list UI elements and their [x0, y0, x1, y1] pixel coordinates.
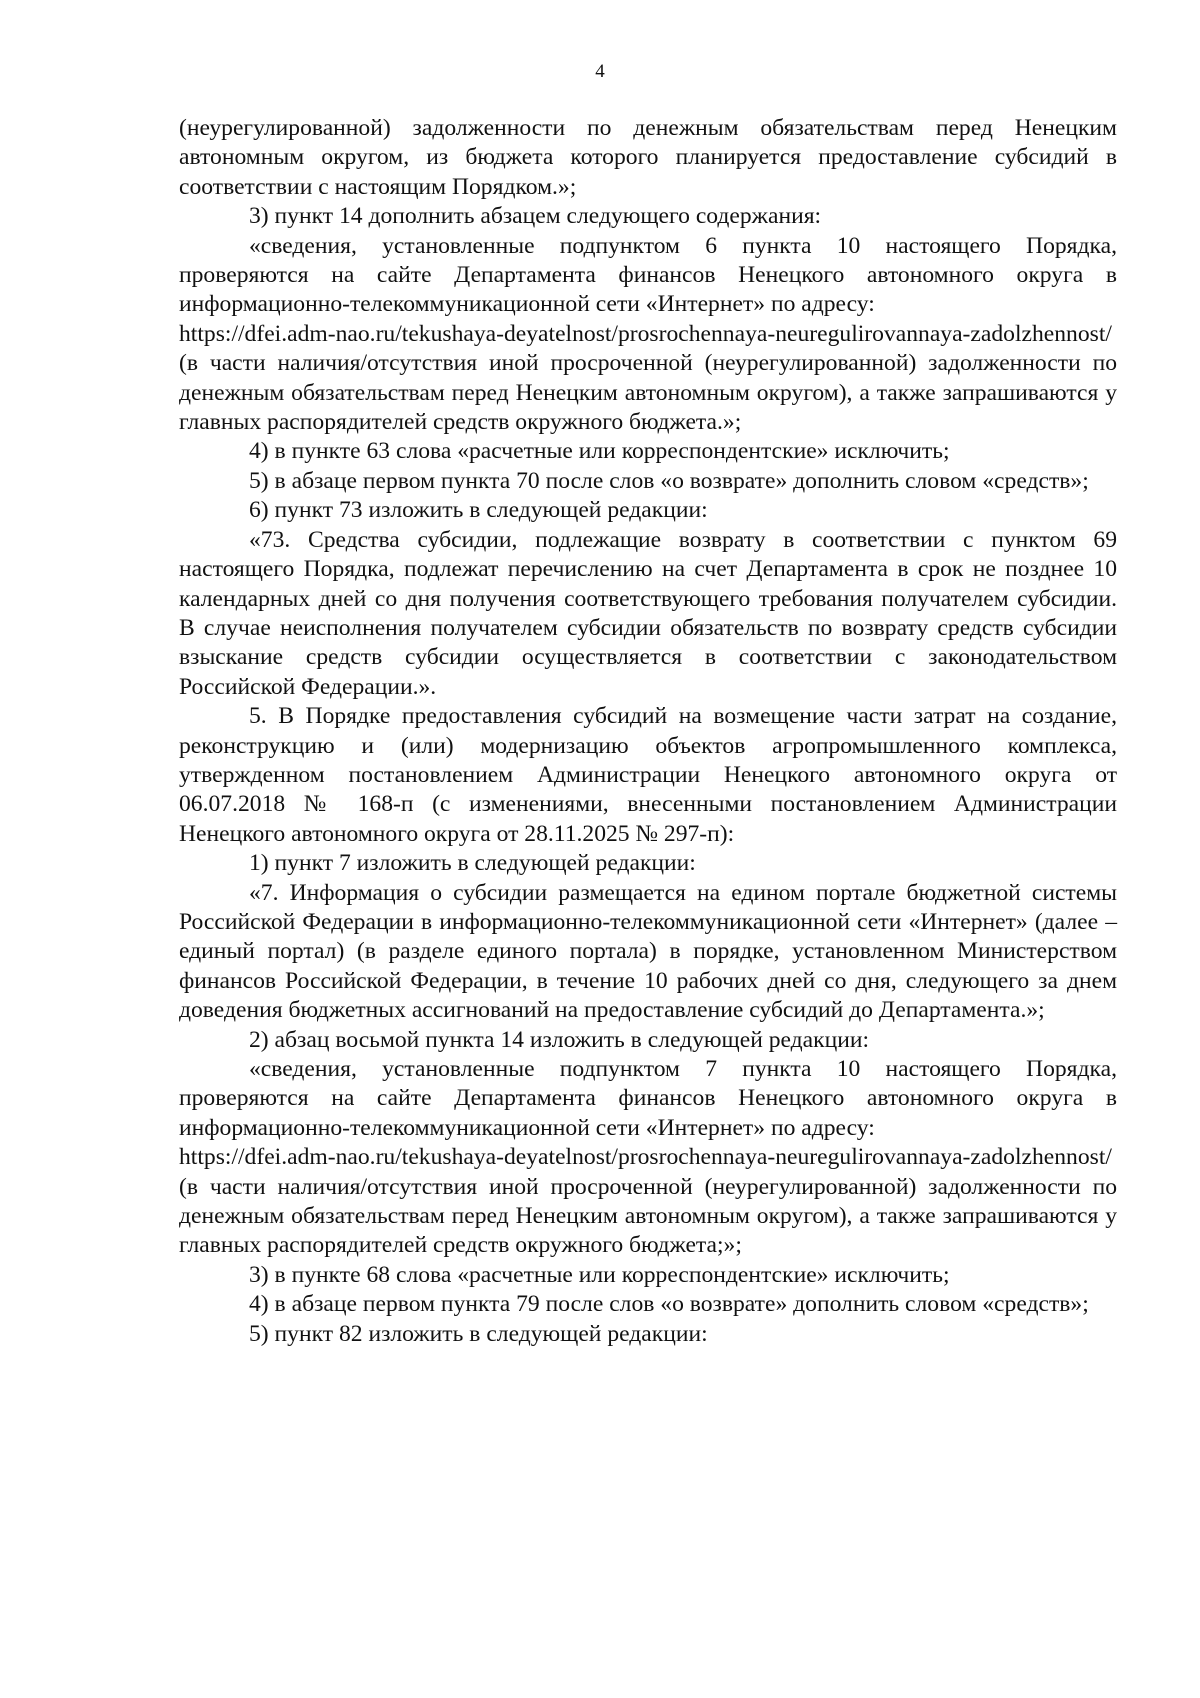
url-line: https://dfei.adm-nao.ru/tekushaya-deyatelnost/prosrochennaya-neuregulirovannaya-zadolzhennost/	[179, 1144, 1112, 1171]
paragraph: 2) абзац восьмой пункта 14 изложить в следующей редакции:	[249, 1026, 870, 1053]
paragraph: 3) пункт 14 дополнить абзацем следующего содержания:	[249, 203, 822, 230]
paragraph: 3) в пункте 68 слова «расчетные или корреспондентские» исключить;	[249, 1261, 950, 1288]
paragraph: 6) пункт 73 изложить в следующей редакции:	[249, 497, 708, 524]
paragraph: (в части наличия/отсутствия иной просроченной (неурегулированной) задолженности по денежным обязательствам перед Ненецким автономным округом), а также запрашиваются у главных распорядителей средств окружного бюджета.»;	[179, 350, 1117, 436]
url-line: https://dfei.adm-nao.ru/tekushaya-deyatelnost/prosrochennaya-neuregulirovannaya-zadolzhennost/	[179, 320, 1112, 347]
paragraph: 1) пункт 7 изложить в следующей редакции:	[249, 850, 696, 877]
document-body	[179, 114, 1117, 1349]
paragraph: 5. В Порядке предоставления субсидий на возмещение части затрат на создание, реконструкцию и (или) модернизацию объектов агропромышленного комплекса, утвержденном постановлением Администрации Ненецкого автономного округа от 06.07.2018 № 168-п (с изменениями, внесенными постановлением Администрации Ненецкого автономного округа от 28.11.2025 № 297-п):	[179, 703, 1117, 847]
paragraph: 5) пункт 82 изложить в следующей редакции:	[249, 1320, 708, 1347]
paragraph: 5) в абзаце первом пункта 70 после слов «о возврате» дополнить словом «средств»;	[249, 467, 1089, 494]
paragraph: «сведения, установленные подпунктом 7 пункта 10 настоящего Порядка, проверяются на сайте Департамента финансов Ненецкого автономного округа в информационно-телекоммуникационной сети «Интернет» по адресу:	[179, 1056, 1117, 1141]
paragraph: (неурегулированной) задолженности по денежным обязательствам перед Ненецким автономным округом, из бюджета которого планируется предоставление субсидий в соответствии с настоящим Порядком.»;	[179, 115, 1117, 200]
page-number: 4	[595, 61, 605, 82]
paragraph: 4) в пункте 63 слова «расчетные или корреспондентские» исключить;	[249, 438, 950, 465]
paragraph: (в части наличия/отсутствия иной просроченной (неурегулированной) задолженности по денежным обязательствам перед Ненецким автономным округом), а также запрашиваются у главных распорядителей средств окружного бюджета;»;	[179, 1173, 1117, 1259]
paragraph: «сведения, установленные подпунктом 6 пункта 10 настоящего Порядка, проверяются на сайте Департамента финансов Ненецкого автономного округа в информационно-телекоммуникационной сети «Интернет» по адресу:	[179, 232, 1117, 318]
paragraph: «73. Средства субсидии, подлежащие возврату в соответствии с пунктом 69 настоящего Порядка, подлежат перечислению на счет Департамента в срок не позднее 10 календарных дней со дня получения соответствующего требования получателем субсидии. В случае неисполнения получателем субсидии обязательств по возврату средств субсидии взыскание средств субсидии осуществляется в соответствии с законодательством Российской Федерации.».	[179, 526, 1117, 700]
paragraph: 4) в абзаце первом пункта 79 после слов «о возврате» дополнить словом «средств»;	[249, 1291, 1089, 1318]
paragraph: «7. Информация о субсидии размещается на едином портале бюджетной системы Российской Федерации в информационно-телекоммуникационной сети «Интернет» (далее – единый портал) (в разделе единого портала) в порядке, установленном Министерством финансов Российской Федерации, в течение 10 рабочих дней со дня, следующего за днем доведения бюджетных ассигнований на предоставление субсидий до Департамента.»;	[179, 879, 1117, 1024]
